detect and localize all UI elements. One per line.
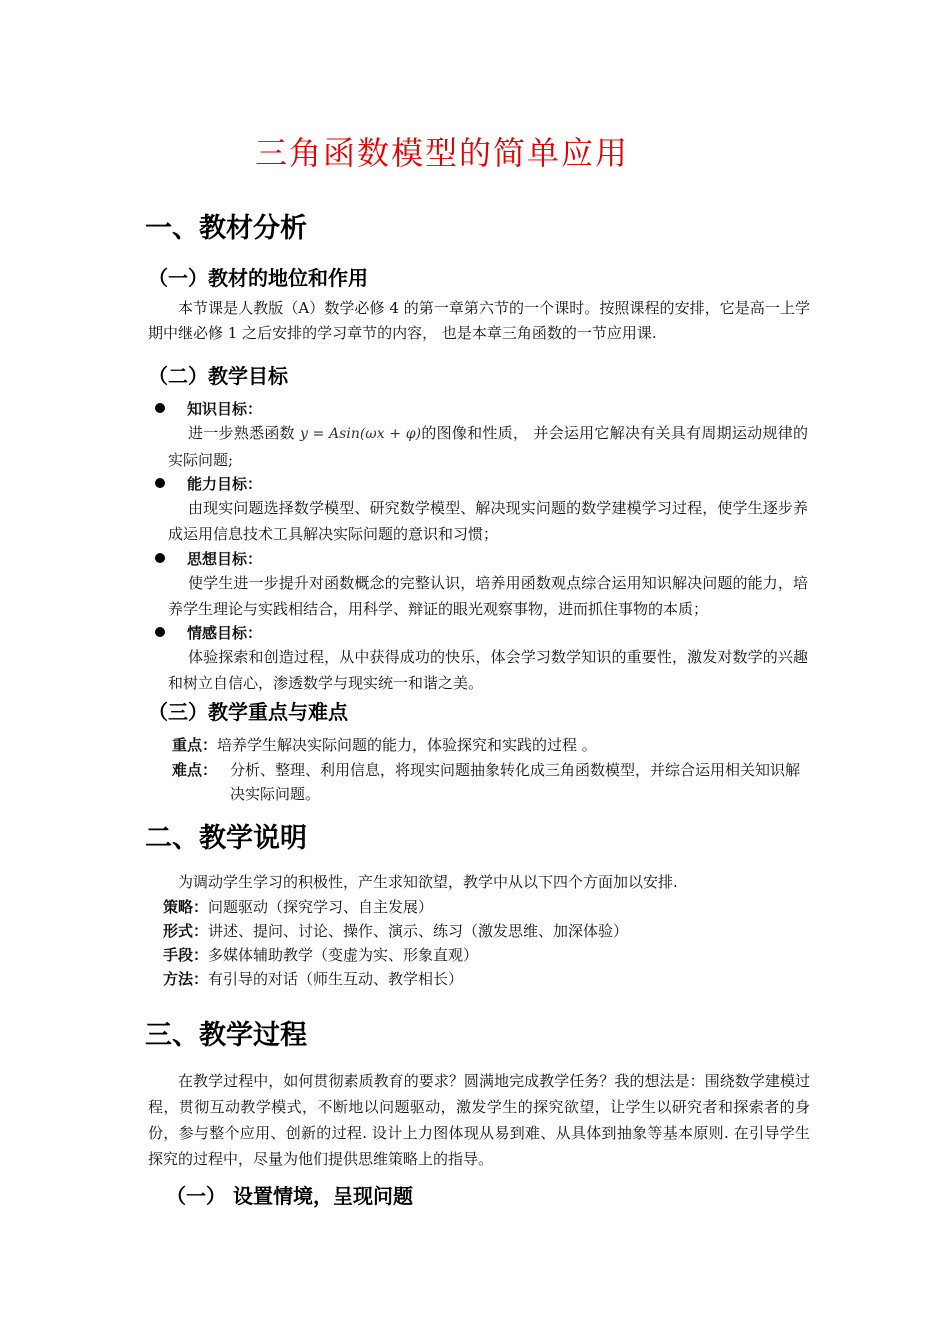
method-text: 问题驱动（探究学习、自主发展） xyxy=(208,898,434,916)
paragraph-teaching-process: 在教学过程中，如何贯彻素质教育的要求？圆满地完成教学任务？我的想法是：围绕数学建模过程，贯彻互动教学模式，不断地以问题驱动，激发学生的探究欲望，让学生以研究者和探索者的身份，参与整个应用、创新的过程. 设计上力图体现从易到难、从具体到抽象等基本原则. 在引导学生探究的过程中，尽量为他们提供思维策略上的指导。 xyxy=(148,1072,810,1168)
section-heading-2: 二、教学说明 xyxy=(145,823,307,854)
method-row-approach xyxy=(163,967,463,991)
method-text: 有引导的对话（师生互动、教学相长） xyxy=(208,970,464,988)
section-heading-3: 三、教学过程 xyxy=(145,1020,307,1051)
subsection-heading-1-1: （一）教材的地位和作用 xyxy=(148,266,368,290)
document-title: 三角函数模型的简单应用 xyxy=(254,134,629,172)
bullet-icon xyxy=(155,553,165,563)
difficulty-label-box xyxy=(172,758,230,782)
difficulty-text: 分析、整理、利用信息，将现实问题抽象转化成三角函数模型，并综合运用相关知识解决实际问题。 xyxy=(230,761,801,803)
method-label: 形式： xyxy=(163,922,209,940)
method-label: 手段： xyxy=(163,946,209,964)
goal-label: 情感目标： xyxy=(187,624,263,642)
paragraph-textbook-role: 本节课是人教版（A）数学必修 4 的第一章第六节的一个课时。按照课程的安排，它是高一上学期中继必修 1 之后安排的学习章节的内容， 也是本章三角函数的一节应用课. xyxy=(148,299,810,342)
method-row-means xyxy=(163,943,478,967)
method-text: 讲述、提问、讨论、操作、演示、练习（激发思维、加深体验） xyxy=(208,922,629,940)
goal-text-thought: 使学生进一步提升对函数概念的完整认识，培养用函数观点综合运用知识解决问题的能力，培养学生理论与实践相结合，用科学、辩证的眼光观察事物，进而抓住事物的本质； xyxy=(168,574,808,618)
goal-label: 能力目标： xyxy=(187,475,263,493)
subsection-heading-3-1: （一） 设置情境，呈现问题 xyxy=(166,1184,413,1208)
section-heading-1: 一、教材分析 xyxy=(145,213,307,244)
method-row-strategy xyxy=(163,895,433,919)
key-point-row xyxy=(172,733,812,757)
paragraph-teaching-intro: 为调动学生学习的积极性，产生求知欲望，教学中从以下四个方面加以安排. xyxy=(178,873,678,891)
goal-text-post: 的图像和性质， 并会运用它解决有关具有周期运动规律的实际问题; xyxy=(168,424,808,469)
subsection-heading-1-2: （二）教学目标 xyxy=(148,364,288,388)
formula: y = Asin(ωx + φ) xyxy=(299,426,422,442)
key-point-label: 重点： xyxy=(172,736,218,754)
method-label: 策略： xyxy=(163,898,209,916)
difficulty-label: 难点： xyxy=(172,761,218,779)
goal-label: 思想目标： xyxy=(187,550,263,568)
bullet-icon xyxy=(155,478,165,488)
key-point-text: 培养学生解决实际问题的能力，体验探究和实践的过程 。 xyxy=(217,736,597,754)
bullet-icon xyxy=(155,403,165,413)
bullet-icon xyxy=(155,627,165,637)
goal-text-emotion: 体验探索和创造过程，从中获得成功的快乐，体会学习数学知识的重要性，激发对数学的兴趣和树立自信心，渗透数学与现实统一和谐之美。 xyxy=(168,648,808,692)
goal-text-ability: 由现实问题选择数学模型、研究数学模型、解决现实问题的数学建模学习过程，使学生逐步养成运用信息技术工具解决实际问题的意识和习惯； xyxy=(168,499,808,543)
goal-text-pre: 进一步熟悉函数 xyxy=(188,424,300,442)
method-text: 多媒体辅助教学（变虚为实、形象直观） xyxy=(208,946,479,964)
goal-label: 知识目标： xyxy=(187,400,263,418)
method-row-form xyxy=(163,919,628,943)
method-label: 方法： xyxy=(163,970,209,988)
subsection-heading-1-3: （三）教学重点与难点 xyxy=(148,700,348,724)
goal-text-knowledge xyxy=(168,420,808,473)
